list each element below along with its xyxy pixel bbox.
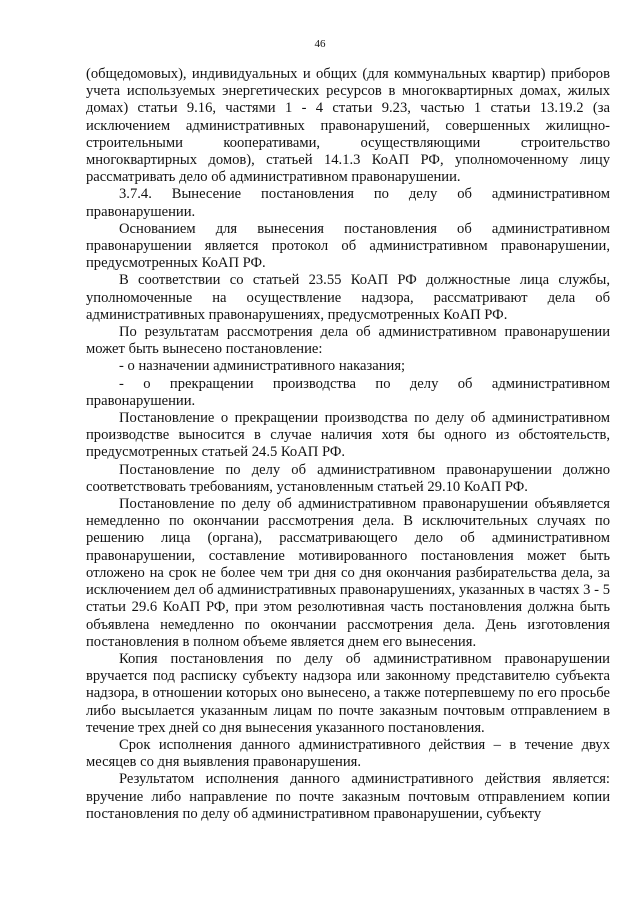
paragraph-3: Основанием для вынесения постановления об административном правонарушении является протокол об административном правонарушении, предусмотренных КоАП РФ. bbox=[86, 220, 610, 272]
document-body bbox=[86, 66, 610, 823]
paragraph-5: По результатам рассмотрения дела об административном правонарушении может быть вынесено постановление: bbox=[86, 324, 610, 358]
paragraph-2: 3.7.4. Вынесение постановления по делу об административном правонарушении. bbox=[86, 186, 610, 220]
list-item-2: - о прекращении производства по делу об административном правонарушении. bbox=[86, 375, 610, 409]
paragraph-4: В соответствии со статьей 23.55 КоАП РФ должностные лица службы, уполномоченные на осуществление надзора, рассматривают дела об административных правонарушениях, предусмотренных КоАП РФ. bbox=[86, 272, 610, 323]
paragraph-1: (общедомовых), индивидуальных и общих (для коммунальных квартир) приборов учета используемых энергетических ресурсов в многоквартирных домах, жилых домах) статьи 9.16, частями 1 - 4 статьи 9.23, частью 1 статьи 13.19.2 (за исключением административных правонарушений, совершенных жилищно-строительными кооперативами, осуществляющими строительство многоквартирных домов), статьей 14.1.3 КоАП РФ, уполномоченному лицу рассматривать дело об административном правонарушении. bbox=[86, 66, 610, 186]
paragraph-6: Постановление о прекращении производства по делу об административном производстве выносится в случае наличия хотя бы одного из обстоятельств, предусмотренных статьей 24.5 КоАП РФ. bbox=[86, 410, 610, 461]
paragraph-10: Срок исполнения данного административного действия – в течение двух месяцев со дня выявления правонарушения. bbox=[86, 736, 610, 771]
paragraph-9: Копия постановления по делу об административном правонарушении вручается под расписку субъекту надзора или законному представителю субъекта надзора, в отношении которых оно вынесено, а также потерпевшему по его просьбе либо высылается указанным лицам по почте заказным почтовым отправлением в течение трех дней со дня вынесения указанного постановления. bbox=[86, 650, 610, 736]
paragraph-8: Постановление по делу об административном правонарушении объявляется немедленно по окончании рассмотрения дела. В исключительных случаях по решению лица (органа), рассматривающего дело об административном правонарушении, составление мотивированного постановления может быть отложено на срок не более чем три дня со дня окончания разбирательства дела, за исключением дел об административных правонарушениях, указанных в частях 3 - 5 статьи 29.6 КоАП РФ, при этом резолютивная часть постановления должна быть объявлена немедленно по окончании рассмотрения дела. День изготовления постановления в полном объеме является днем его вынесения. bbox=[86, 496, 610, 650]
paragraph-7: Постановление по делу об административном правонарушении должно соответствовать требованиям, установленным статьей 29.10 КоАП РФ. bbox=[86, 461, 610, 495]
paragraph-11: Результатом исполнения данного административного действия является: вручение либо направление по почте заказным почтовым отправлением копии постановления по делу об административном правонарушении, субъекту bbox=[86, 771, 610, 822]
list-item-1: - о назначении административного наказания; bbox=[119, 358, 406, 375]
page-number: 46 bbox=[314, 38, 326, 50]
